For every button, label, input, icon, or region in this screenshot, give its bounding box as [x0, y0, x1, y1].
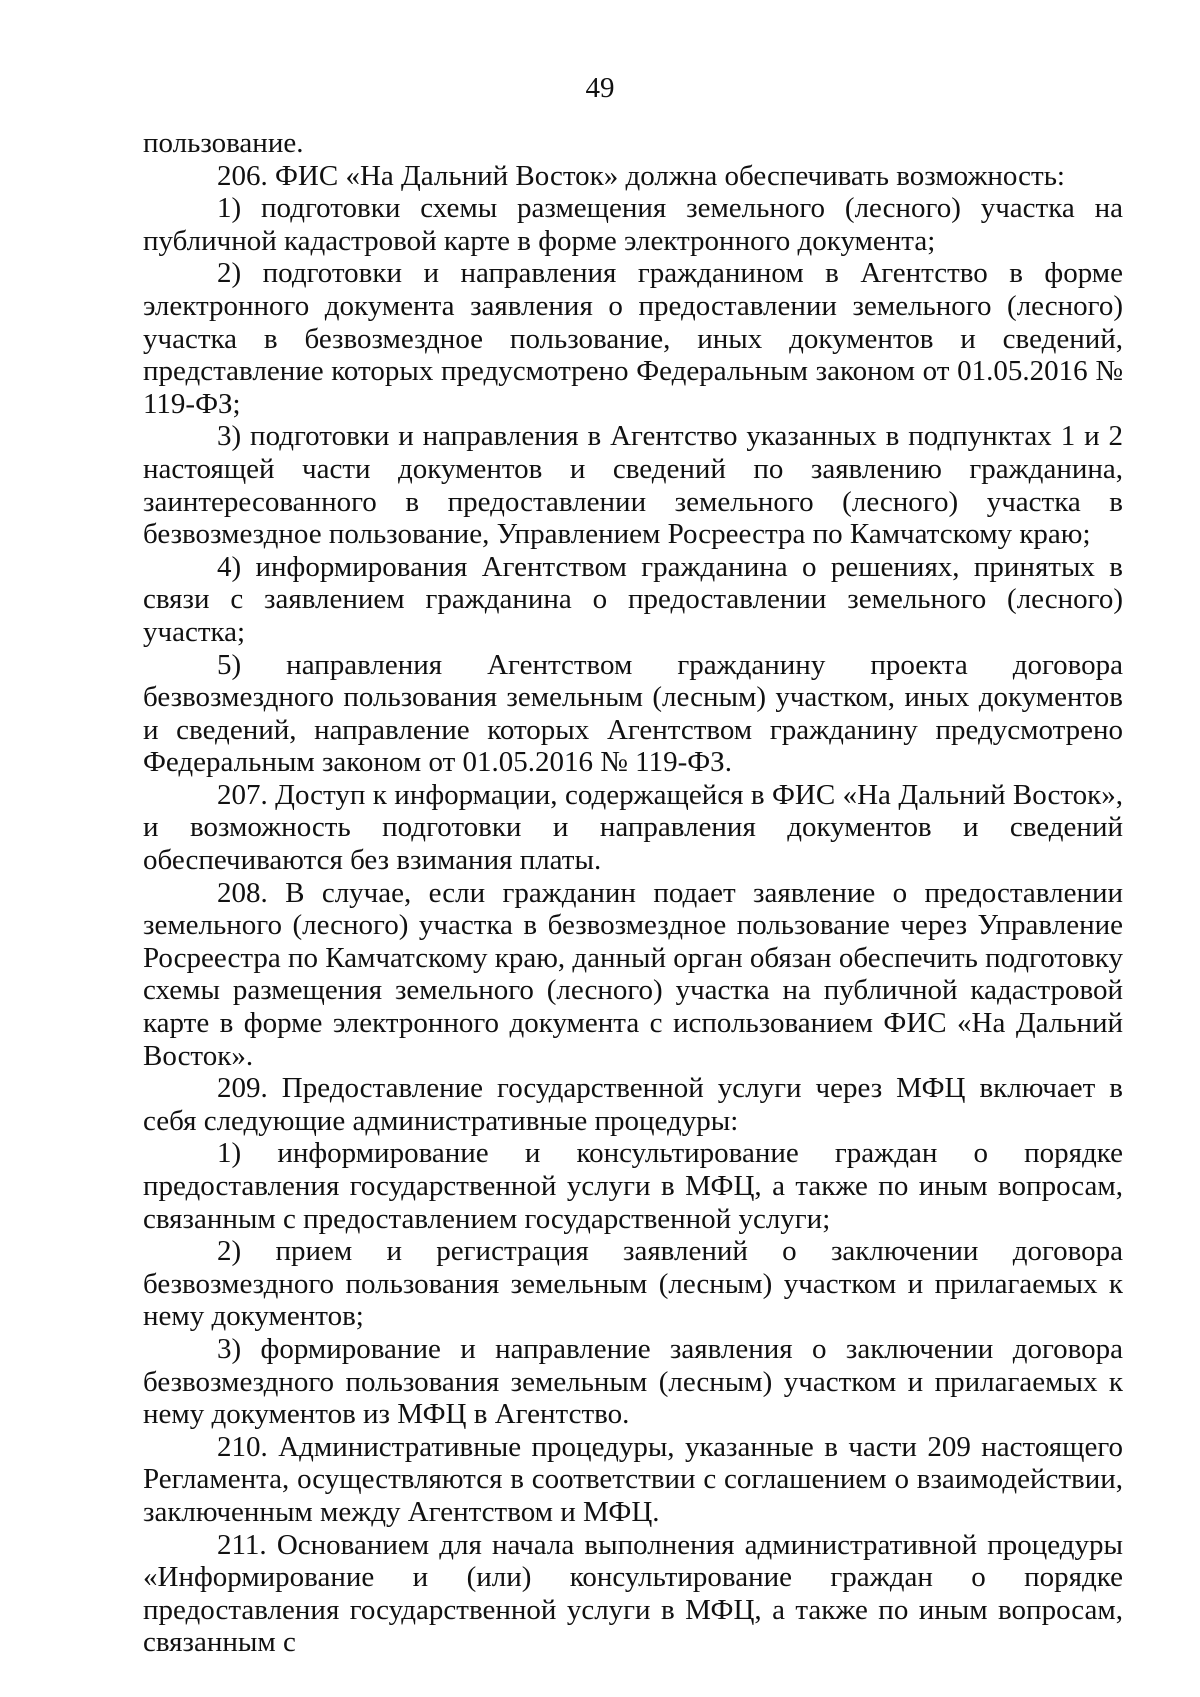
paragraph-210: 210. Административные процедуры, указанные в части 209 настоящего Регламента, осуществляются в соответствии с соглашением о взаимодействии, заключенным между Агентством и МФЦ.: [143, 1430, 1123, 1528]
page-number: 49: [585, 72, 615, 104]
list-item-206-1: 1) подготовки схемы размещения земельного (лесного) участка на публичной кадастровой карте в форме электронного документа;: [143, 192, 1123, 257]
list-item-206-4: 4) информирования Агентством гражданина о решениях, принятых в связи с заявлением гражданина о предоставлении земельного (лесного) участка;: [143, 550, 1123, 648]
list-item-206-2: 2) подготовки и направления гражданином в Агентство в форме электронного документа заявления о предоставлении земельного (лесного) участка в безвозмездное пользование, иных документов и сведений, представление которых предусмотрено Федеральным законом от 01.05.2016 № 119-ФЗ;: [143, 257, 1123, 420]
list-item-209-1: 1) информирование и консультирование граждан о порядке предоставления государственной услуги в МФЦ, а также по иным вопросам, связанным с предоставлением государственной услуги;: [143, 1137, 1123, 1235]
paragraph-continuation: пользование.: [143, 127, 304, 159]
paragraph-208: 208. В случае, если гражданин подает заявление о предоставлении земельного (лесного) участка в безвозмездное пользование через Управление Росреестра по Камчатскому краю, данный орган обязан обеспечить подготовку схемы размещения земельного (лесного) участка на публичной кадастровой карте в форме электронного документа с использованием ФИС «На Дальний Восток».: [143, 876, 1123, 1072]
document-body: [143, 127, 1123, 1659]
paragraph-209: 209. Предоставление государственной услуги через МФЦ включает в себя следующие административные процедуры:: [143, 1072, 1123, 1137]
list-item-206-3: 3) подготовки и направления в Агентство указанных в подпунктах 1 и 2 настоящей части документов и сведений по заявлению гражданина, заинтересованного в предоставлении земельного (лесного) участка в безвозмездное пользование, Управлением Росреестра по Камчатскому краю;: [143, 420, 1123, 551]
paragraph-211: 211. Основанием для начала выполнения административной процедуры «Информирование и (или) консультирование граждан о порядке предоставления государственной услуги в МФЦ, а также по иным вопросам, связанным с: [143, 1528, 1123, 1659]
list-item-209-3: 3) формирование и направление заявления о заключении договора безвозмездного пользования земельным (лесным) участком и прилагаемых к нему документов из МФЦ в Агентство.: [143, 1332, 1123, 1431]
list-item-206-5: 5) направления Агентством гражданину проекта договора безвозмездного пользования земельным (лесным) участком, иных документов и сведений, направление которых Агентством гражданину предусмотрено Федеральным законом от 01.05.2016 № 119-ФЗ.: [143, 648, 1123, 779]
paragraph-207: 207. Доступ к информации, содержащейся в ФИС «На Дальний Восток», и возможность подготовки и направления документов и сведений обеспечиваются без взимания платы.: [143, 778, 1123, 877]
paragraph-206: 206. ФИС «На Дальний Восток» должна обеспечивать возможность:: [217, 159, 1065, 192]
list-item-209-2: 2) прием и регистрация заявлений о заключении договора безвозмездного пользования земельным (лесным) участком и прилагаемых к нему документов;: [143, 1235, 1123, 1333]
